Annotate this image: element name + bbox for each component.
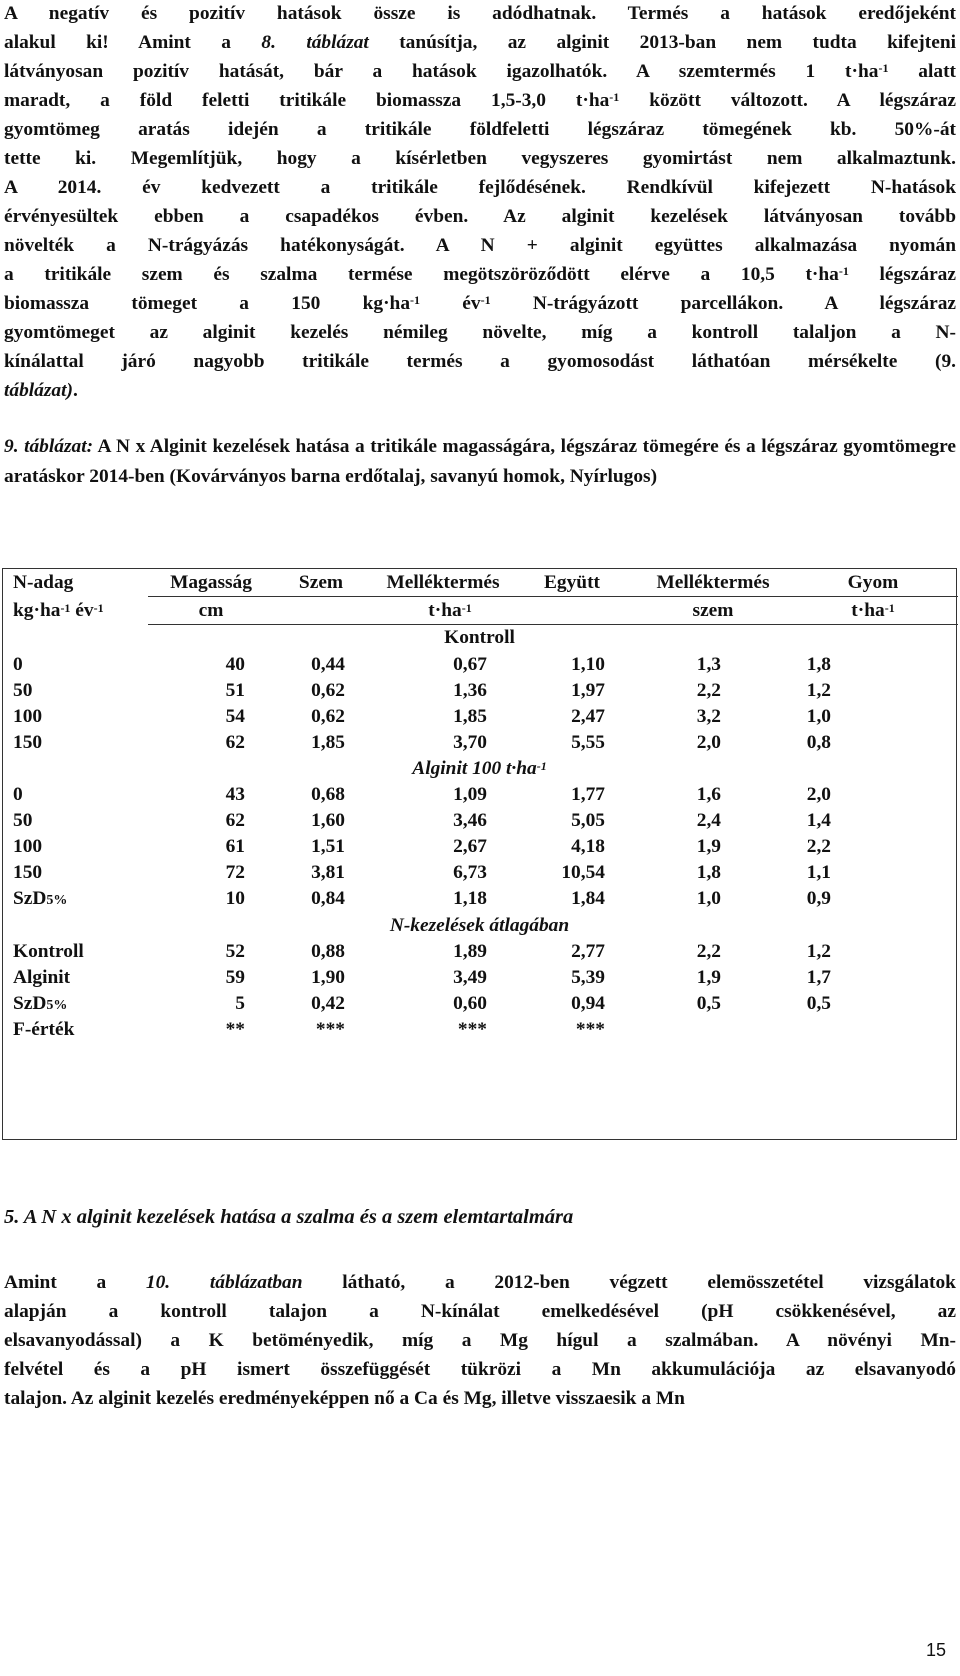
table-header-cell: $t\cdot ha^{-1}$ (851, 600, 895, 621)
section-heading: 5. A N x alginit kezelések hatása a szalma és a szem elemtartalmára (4, 1206, 574, 1228)
table-section-label: Alginit 100 $t\cdot ha^{-1}$ (412, 758, 547, 779)
row-label: 150 (13, 732, 43, 753)
paragraph-line: alakul ki! Amint a 8. táblázat tanúsítja, az alginit 2013-ban nem tudta kifejteni (4, 32, 956, 53)
table-cell: 40 (225, 654, 245, 675)
paragraph-line: növelték a N-trágyázás hatékonyságát. A N + alginit együttes alkalmazása nyomán (4, 235, 956, 256)
table-cell: 1,77 (571, 784, 605, 805)
table-header-cell: $kg\cdot ha^{-1}$ $év^{-1}$ (13, 600, 104, 621)
table-cell: 1,85 (311, 732, 345, 753)
row-label: 150 (13, 862, 43, 883)
table-cell: 1,4 (806, 810, 831, 831)
table-header-cell: Gyom (847, 572, 899, 593)
paragraph-line: alapján a kontroll talajon a N-kínálat emelkedésével (pH csökkenésével, az (4, 1301, 956, 1322)
table-cell: 2,67 (453, 836, 487, 857)
table-cell: 1,51 (311, 836, 345, 857)
table-header-cell: Melléktermés (386, 572, 500, 593)
table-cell: 0,42 (311, 993, 345, 1014)
table-cell: 0,62 (311, 706, 345, 727)
row-label: 0 (13, 784, 23, 805)
table-cell: 0,67 (453, 654, 487, 675)
table-rule (148, 596, 958, 597)
row-label: 50 (13, 680, 33, 701)
table-cell: 62 (225, 810, 245, 831)
table-cell: 1,7 (806, 967, 831, 988)
row-label: Kontroll (13, 941, 84, 962)
paragraph-line: A negatív és pozitív hatások össze is adódhatnak. Termés a hatások eredőjeként (4, 3, 956, 24)
intro-paragraph (4, 0, 956, 405)
paragraph-line: biomassza tömeget a 150 $kg\cdot ha^{-1}$ $év^{-1}$ N-trágyázott parcellákon. A légszáraz (4, 293, 956, 314)
table-cell: 1,36 (453, 680, 487, 701)
table-cell: 0,5 (806, 993, 831, 1014)
table-cell: 1,90 (311, 967, 345, 988)
table-cell: 1,97 (571, 680, 605, 701)
row-label: 0 (13, 654, 23, 675)
table-cell: *** (575, 1019, 605, 1040)
results-table (2, 568, 957, 1140)
table-section-label: N-kezelések átlagában (389, 915, 570, 936)
table-header-cell: Magasság (170, 572, 252, 593)
table-cell: 0,62 (311, 680, 345, 701)
table-cell: 1,0 (696, 888, 721, 909)
table-cell: 1,89 (453, 941, 487, 962)
section-paragraph (4, 1268, 956, 1413)
table-header-cell: szem (692, 600, 734, 621)
table-cell: 0,8 (806, 732, 831, 753)
table-cell: 0,5 (696, 993, 721, 1014)
table-cell: 0,68 (311, 784, 345, 805)
caption-label: 9. táblázat: (4, 436, 94, 457)
table-cell: 3,49 (453, 967, 487, 988)
table-cell: 1,9 (696, 967, 721, 988)
table-cell: 54 (225, 706, 245, 727)
table-cell: 10,54 (561, 862, 605, 883)
table-header-cell: $t\cdot ha^{-1}$ (428, 600, 472, 621)
row-label: F-érték (13, 1019, 75, 1040)
paragraph-line: elsavanyodással) a K betöményedik, míg a Mg hígul a szalmában. A növényi Mn- (4, 1330, 956, 1351)
caption-text: A N x Alginit kezelések hatása a tritikále magasságára, légszáraz tömegére és a légszáraz gyomtömegre aratáskor 2014-ben (Kovárványos barna erdőtalaj, savanyú homok, Nyírlugos) (4, 436, 956, 487)
table-cell: 0,84 (311, 888, 345, 909)
table-cell: 4,18 (571, 836, 605, 857)
table-cell: 2,2 (806, 836, 831, 857)
table-cell: 1,8 (806, 654, 831, 675)
table-cell: 0,44 (311, 654, 345, 675)
paragraph-line: táblázat). (4, 380, 78, 401)
table-cell: 3,46 (453, 810, 487, 831)
table-cell: 2,2 (696, 941, 721, 962)
table-cell: 1,60 (311, 810, 345, 831)
table-cell: 3,2 (696, 706, 721, 727)
table-cell: 51 (225, 680, 245, 701)
szd-label: SzD5% (13, 888, 68, 909)
table-header-cell: N-adag (13, 572, 74, 593)
szd-label: SzD5% (13, 993, 68, 1014)
table-cell: 1,8 (696, 862, 721, 883)
row-label: 100 (13, 706, 43, 727)
row-label: Alginit (13, 967, 71, 988)
table-cell: *** (457, 1019, 487, 1040)
table-cell: ** (225, 1019, 245, 1040)
table-cell: 62 (225, 732, 245, 753)
table-cell: 5,05 (571, 810, 605, 831)
table-cell: 1,85 (453, 706, 487, 727)
table-cell: 1,3 (696, 654, 721, 675)
table-cell: 1,09 (453, 784, 487, 805)
table-cell: 2,77 (571, 941, 605, 962)
table-cell: 2,0 (696, 732, 721, 753)
table-header-cell: Szem (298, 572, 344, 593)
page-number: 15 (925, 1640, 946, 1660)
paragraph-line: kínálattal járó nagyobb tritikále termés a gyomosodást láthatóan mérsékelte (9. (4, 351, 956, 372)
row-label: 50 (13, 810, 33, 831)
table-section-label: Kontroll (444, 627, 515, 648)
table-cell: *** (315, 1019, 345, 1040)
table-cell: 6,73 (453, 862, 487, 883)
table-cell: 3,81 (311, 862, 345, 883)
table-rule (148, 624, 958, 625)
row-label: 100 (13, 836, 43, 857)
paragraph-line: maradt, a föld feletti tritikále biomassza 1,5-3,0 $t\cdot ha^{-1}$ között változott. A légszáraz (4, 90, 956, 111)
table-cell: 1,6 (696, 784, 721, 805)
paragraph-line: felvétel és a pH ismert összefüggését tükrözi a Mn akkumulációja az elsavanyodó (4, 1359, 956, 1380)
table-cell: 59 (225, 967, 245, 988)
paragraph-line: gyomtömeget az alginit kezelés némileg növelte, míg a kontroll talaljon a N- (4, 322, 956, 343)
table-cell: 1,10 (571, 654, 605, 675)
table-caption (4, 432, 956, 491)
table-cell: 2,4 (696, 810, 721, 831)
table-cell: 0,88 (311, 941, 345, 962)
paragraph-line: tette ki. Megemlítjük, hogy a kísérletben vegyszeres gyomirtást nem alkalmaztunk. (4, 148, 956, 169)
table-cell: 1,2 (806, 941, 831, 962)
paragraph-line: Amint a 10. táblázatban látható, a 2012-ben végzett elemösszetétel vizsgálatok (4, 1272, 956, 1293)
paragraph-line: gyomtömeg aratás idején a tritikále földfeletti légszáraz tömegének kb. 50%-át (4, 119, 956, 140)
paragraph-line: látványosan pozitív hatását, bár a hatások igazolhatók. A szemtermés 1 $t\cdot ha^{-1}$ alatt (4, 61, 956, 82)
table-cell: 0,94 (571, 993, 605, 1014)
table-cell: 1,9 (696, 836, 721, 857)
table-cell: 2,47 (571, 706, 605, 727)
table-cell: 0,9 (806, 888, 831, 909)
table-cell: 0,60 (453, 993, 487, 1014)
table-cell: 1,2 (806, 680, 831, 701)
table-cell: 5 (235, 993, 245, 1014)
paragraph-line: érvényesültek ebben a csapadékos évben. Az alginit kezelések látványosan tovább (4, 206, 956, 227)
table-cell: 61 (225, 836, 245, 857)
table-cell: 43 (225, 784, 245, 805)
table-cell: 52 (225, 941, 245, 962)
table-cell: 1,1 (806, 862, 831, 883)
table-header-cell: Melléktermés (656, 572, 770, 593)
table-cell: 1,0 (806, 706, 831, 727)
table-cell: 2,0 (806, 784, 831, 805)
table-cell: 1,18 (453, 888, 487, 909)
table-cell: 10 (225, 888, 245, 909)
table-header-cell: cm (198, 600, 224, 621)
paragraph-line: talajon. Az alginit kezelés eredményeképpen nő a Ca és Mg, illetve visszaesik a Mn (4, 1388, 685, 1409)
table-cell: 2,2 (696, 680, 721, 701)
table-cell: 3,70 (453, 732, 487, 753)
table-cell: 72 (225, 862, 245, 883)
table-cell: 1,84 (571, 888, 605, 909)
table-header-cell: Együtt (543, 572, 601, 593)
paragraph-line: a tritikále szem és szalma termése megötszöröződött elérve a 10,5 $t\cdot ha^{-1}$ légszáraz (4, 264, 956, 285)
paragraph-line: A 2014. év kedvezett a tritikále fejlődésének. Rendkívül kifejezett N-hatások (4, 177, 956, 198)
table-cell: 5,39 (571, 967, 605, 988)
table-cell: 5,55 (571, 732, 605, 753)
